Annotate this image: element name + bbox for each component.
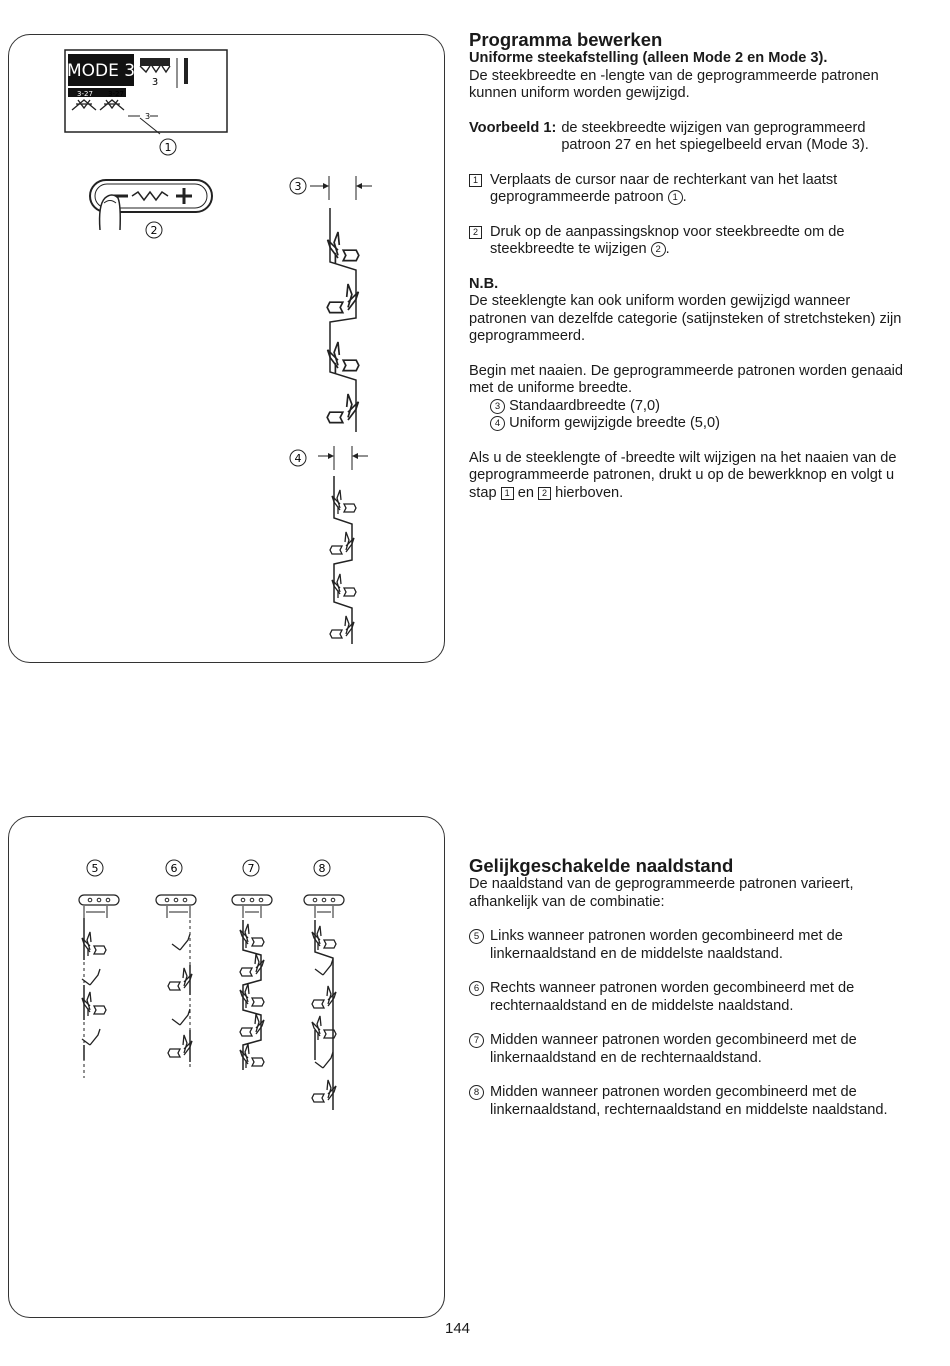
- svg-text:6: 6: [170, 862, 178, 875]
- list-item: 7 Midden wanneer patronen worden gecombineerd met de linkernaaldstand en de rechternaaldstand.: [469, 1032, 909, 1067]
- lcd-mode-label: MODE 3: [66, 61, 136, 81]
- example-1: [469, 120, 909, 155]
- note-label: N.B.: [469, 275, 499, 292]
- step-2-number: 2: [469, 226, 482, 239]
- stitch-column-6: [168, 920, 192, 1068]
- stitch-column-5: [82, 918, 106, 1078]
- svg-text:1: 1: [164, 141, 172, 154]
- section-programma-bewerken: [469, 30, 909, 502]
- step-2-ref: 2: [651, 242, 666, 257]
- callout-2: [146, 222, 162, 238]
- sew-text: Begin met naaien. De geprogrammeerde patronen worden genaaid met de uniforme breedte.: [469, 362, 904, 396]
- width-indicator-standard: [310, 176, 372, 200]
- list-item: 5 Links wanneer patronen worden gecombineerd met de linkernaaldstand en de middelste naaldstand.: [469, 928, 909, 963]
- section-subtitle: Uniforme steekafstelling (alleen Mode 2 en Mode 3).: [469, 50, 828, 66]
- note-text: De steeklengte kan ook uniform worden gewijzigd wanneer patronen van dezelfde categorie (satijnsteken of stretchsteken) zijn geprogrammeerd.: [469, 293, 902, 344]
- lcd-cursor-number: 3: [145, 112, 151, 121]
- svg-text:7: 7: [247, 862, 255, 875]
- ref-3: 3 Standaardbreedte (7,0): [469, 398, 909, 416]
- step-1-number: 1: [469, 174, 482, 187]
- callout-6: [166, 860, 182, 876]
- lcd-pattern-b: 3-27: [108, 90, 124, 98]
- example-text: de steekbreedte wijzigen van geprogrammeerd patroon 27 en het spiegelbeeld ervan (Mode 3).: [561, 119, 869, 153]
- lcd-pattern-a: 3-27: [77, 90, 93, 98]
- stitch-column-7: [240, 920, 264, 1070]
- needle-plate-icon-6: [156, 895, 196, 905]
- width-indicator-reduced: [318, 446, 368, 470]
- list-item: 6 Rechts wanneer patronen worden gecombineerd met de rechternaaldstand en de middelste naaldstand.: [469, 980, 909, 1015]
- callout-3: [290, 178, 306, 194]
- callout-5: [87, 860, 103, 876]
- needle-plate-icon-7: [232, 895, 272, 905]
- ref-4: 4 Uniform gewijzigde breedte (5,0): [469, 415, 909, 433]
- tulip-stitch-column-standard: [327, 208, 359, 432]
- page-number: 144: [444, 1320, 471, 1337]
- svg-text:5: 5: [91, 862, 99, 875]
- step-1-ref: 1: [668, 190, 683, 205]
- position-indicators: [84, 906, 333, 918]
- intro-paragraph: De steekbreedte en -lengte van de geprogrammeerde patronen kunnen uniform worden gewijzigd.: [469, 67, 879, 101]
- lcd-display: [65, 50, 227, 134]
- tulip-stitch-column-reduced: [330, 476, 356, 644]
- list-item: 8 Midden wanneer patronen worden gecombineerd met de linkernaaldstand, rechternaaldstand en middelste naaldstand.: [469, 1084, 909, 1119]
- svg-text:8: 8: [318, 862, 326, 875]
- svg-text:4: 4: [294, 452, 302, 465]
- svg-text:3: 3: [294, 180, 302, 193]
- section-title: Programma bewerken: [469, 29, 663, 50]
- needle-plate-icon-8: [304, 895, 344, 905]
- callout-1: [160, 139, 176, 155]
- step-1-text: Verplaats de cursor naar de rechterkant van het laatst geprogrammeerde patroon: [490, 171, 838, 205]
- stitch-column-8: [312, 920, 336, 1110]
- svg-text:2: 2: [150, 224, 158, 237]
- section-2-intro: De naaldstand van de geprogrammeerde patronen varieert, afhankelijk van de combinatie:: [469, 876, 854, 910]
- step-1: 1 Verplaats de cursor naar de rechterkant van het laatst geprogrammeerde patroon 1 .: [469, 172, 909, 207]
- section-gelijkgeschakelde-naaldstand: [469, 856, 909, 1119]
- example-label: Voorbeeld 1:: [469, 119, 557, 136]
- needle-plate-icon-5: [79, 895, 119, 905]
- final-paragraph: Als u de steeklengte of -breedte wilt wijzigen na het naaien van de geprogrammeerde patronen, drukt u op de bewerkknop en volgt u stap 1 en 2 hierboven.: [469, 449, 897, 501]
- callout-4: [290, 450, 306, 466]
- section-2-title: Gelijkgeschakelde naaldstand: [469, 855, 734, 876]
- finger-press-icon: [100, 195, 121, 230]
- callout-7: [243, 860, 259, 876]
- lcd-number-top: 3: [151, 77, 159, 88]
- step-2-text: Druk op de aanpassingsknop voor steekbreedte om de steekbreedte te wijzigen: [490, 223, 845, 257]
- step-2: 2 Druk op de aanpassingsknop voor steekbreedte om de steekbreedte te wijzigen 2 .: [469, 224, 909, 259]
- callout-8: [314, 860, 330, 876]
